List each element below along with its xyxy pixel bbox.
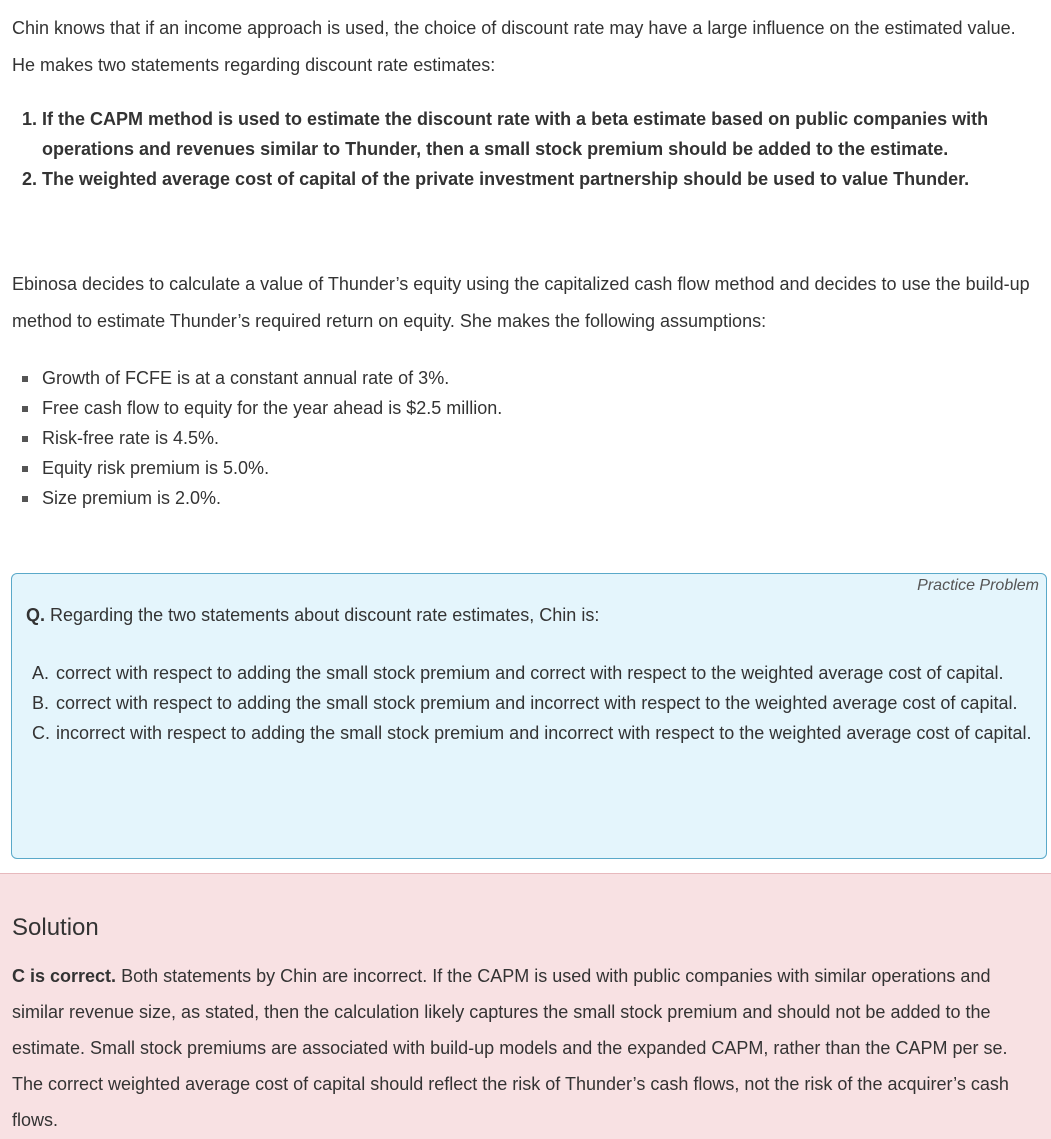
option-text: correct with respect to adding the small stock premium and incorrect with respect to the weighted average cost of capital.	[56, 693, 1018, 713]
square-bullet-icon	[22, 436, 28, 442]
assumption-text: Free cash flow to equity for the year ahead is $2.5 million.	[42, 398, 503, 418]
solution-title: Solution	[12, 914, 99, 941]
answer-options	[32, 658, 1038, 748]
question	[26, 603, 1036, 627]
statements-list	[22, 104, 1047, 194]
statement-text: The weighted average cost of capital of the private investment partnership should be used to value Thunder.	[42, 169, 970, 189]
statement-item	[22, 104, 1047, 164]
square-bullet-icon	[22, 406, 28, 412]
assumption-item	[22, 393, 502, 423]
solution-body: Both statements by Chin are incorrect. If the CAPM is used with public companies with similar operations and similar revenue size, as stated, then the calculation likely captures the small stock premium and should not be added to the estimate. Small stock premiums are associated with build-up models and the expanded CAPM, rather than the CAPM per se. The correct weighted average cost of capital should reflect the risk of Thunder’s cash flows, not the risk of the acquirer’s cash flows.	[12, 966, 1009, 1130]
statement-number: 2.	[22, 169, 38, 189]
option-letter: A.	[32, 663, 50, 683]
assumption-text: Size premium is 2.0%.	[42, 488, 222, 508]
square-bullet-icon	[22, 466, 28, 472]
practice-problem-box	[11, 573, 1047, 859]
solution-lead: C is correct.	[12, 966, 117, 986]
statement-item	[22, 164, 1047, 194]
option-letter: B.	[32, 693, 50, 713]
assumption-text: Equity risk premium is 5.0%.	[42, 458, 270, 478]
answer-option-b[interactable]	[32, 688, 1038, 718]
statement-number: 1.	[22, 109, 38, 129]
option-text: correct with respect to adding the small stock premium and correct with respect to the weighted average cost of capital.	[56, 663, 1004, 683]
ebinosa-paragraph: Ebinosa decides to calculate a value of Thunder’s equity using the capitalized cash flow method and decides to use the build-up method to estimate Thunder’s required return on equity. She makes the following assumptions:	[12, 274, 1030, 331]
assumption-item	[22, 483, 502, 513]
solution-box	[0, 873, 1051, 1139]
assumption-item	[22, 423, 502, 453]
option-text: incorrect with respect to adding the small stock premium and incorrect with respect to the weighted average cost of capital.	[56, 723, 1032, 743]
question-text: Regarding the two statements about discount rate estimates, Chin is:	[50, 605, 600, 625]
intro-paragraph: Chin knows that if an income approach is used, the choice of discount rate may have a large influence on the estimated value. He makes two statements regarding discount rate estimates:	[12, 18, 1016, 75]
practice-problem-label: Practice Problem	[917, 577, 1039, 594]
question-label: Q.	[26, 605, 46, 625]
square-bullet-icon	[22, 496, 28, 502]
assumption-item	[22, 453, 502, 483]
assumption-text: Risk-free rate is 4.5%.	[42, 428, 220, 448]
solution-text	[12, 958, 1039, 1138]
option-letter: C.	[32, 723, 50, 743]
answer-option-a[interactable]	[32, 658, 1038, 688]
assumptions-list	[22, 363, 502, 513]
square-bullet-icon	[22, 376, 28, 382]
assumption-text: Growth of FCFE is at a constant annual rate of 3%.	[42, 368, 450, 388]
statement-text: If the CAPM method is used to estimate the discount rate with a beta estimate based on public companies with operations and revenues similar to Thunder, then a small stock premium should be added to the estimate.	[42, 109, 989, 159]
answer-option-c[interactable]	[32, 718, 1038, 748]
assumption-item	[22, 363, 502, 393]
